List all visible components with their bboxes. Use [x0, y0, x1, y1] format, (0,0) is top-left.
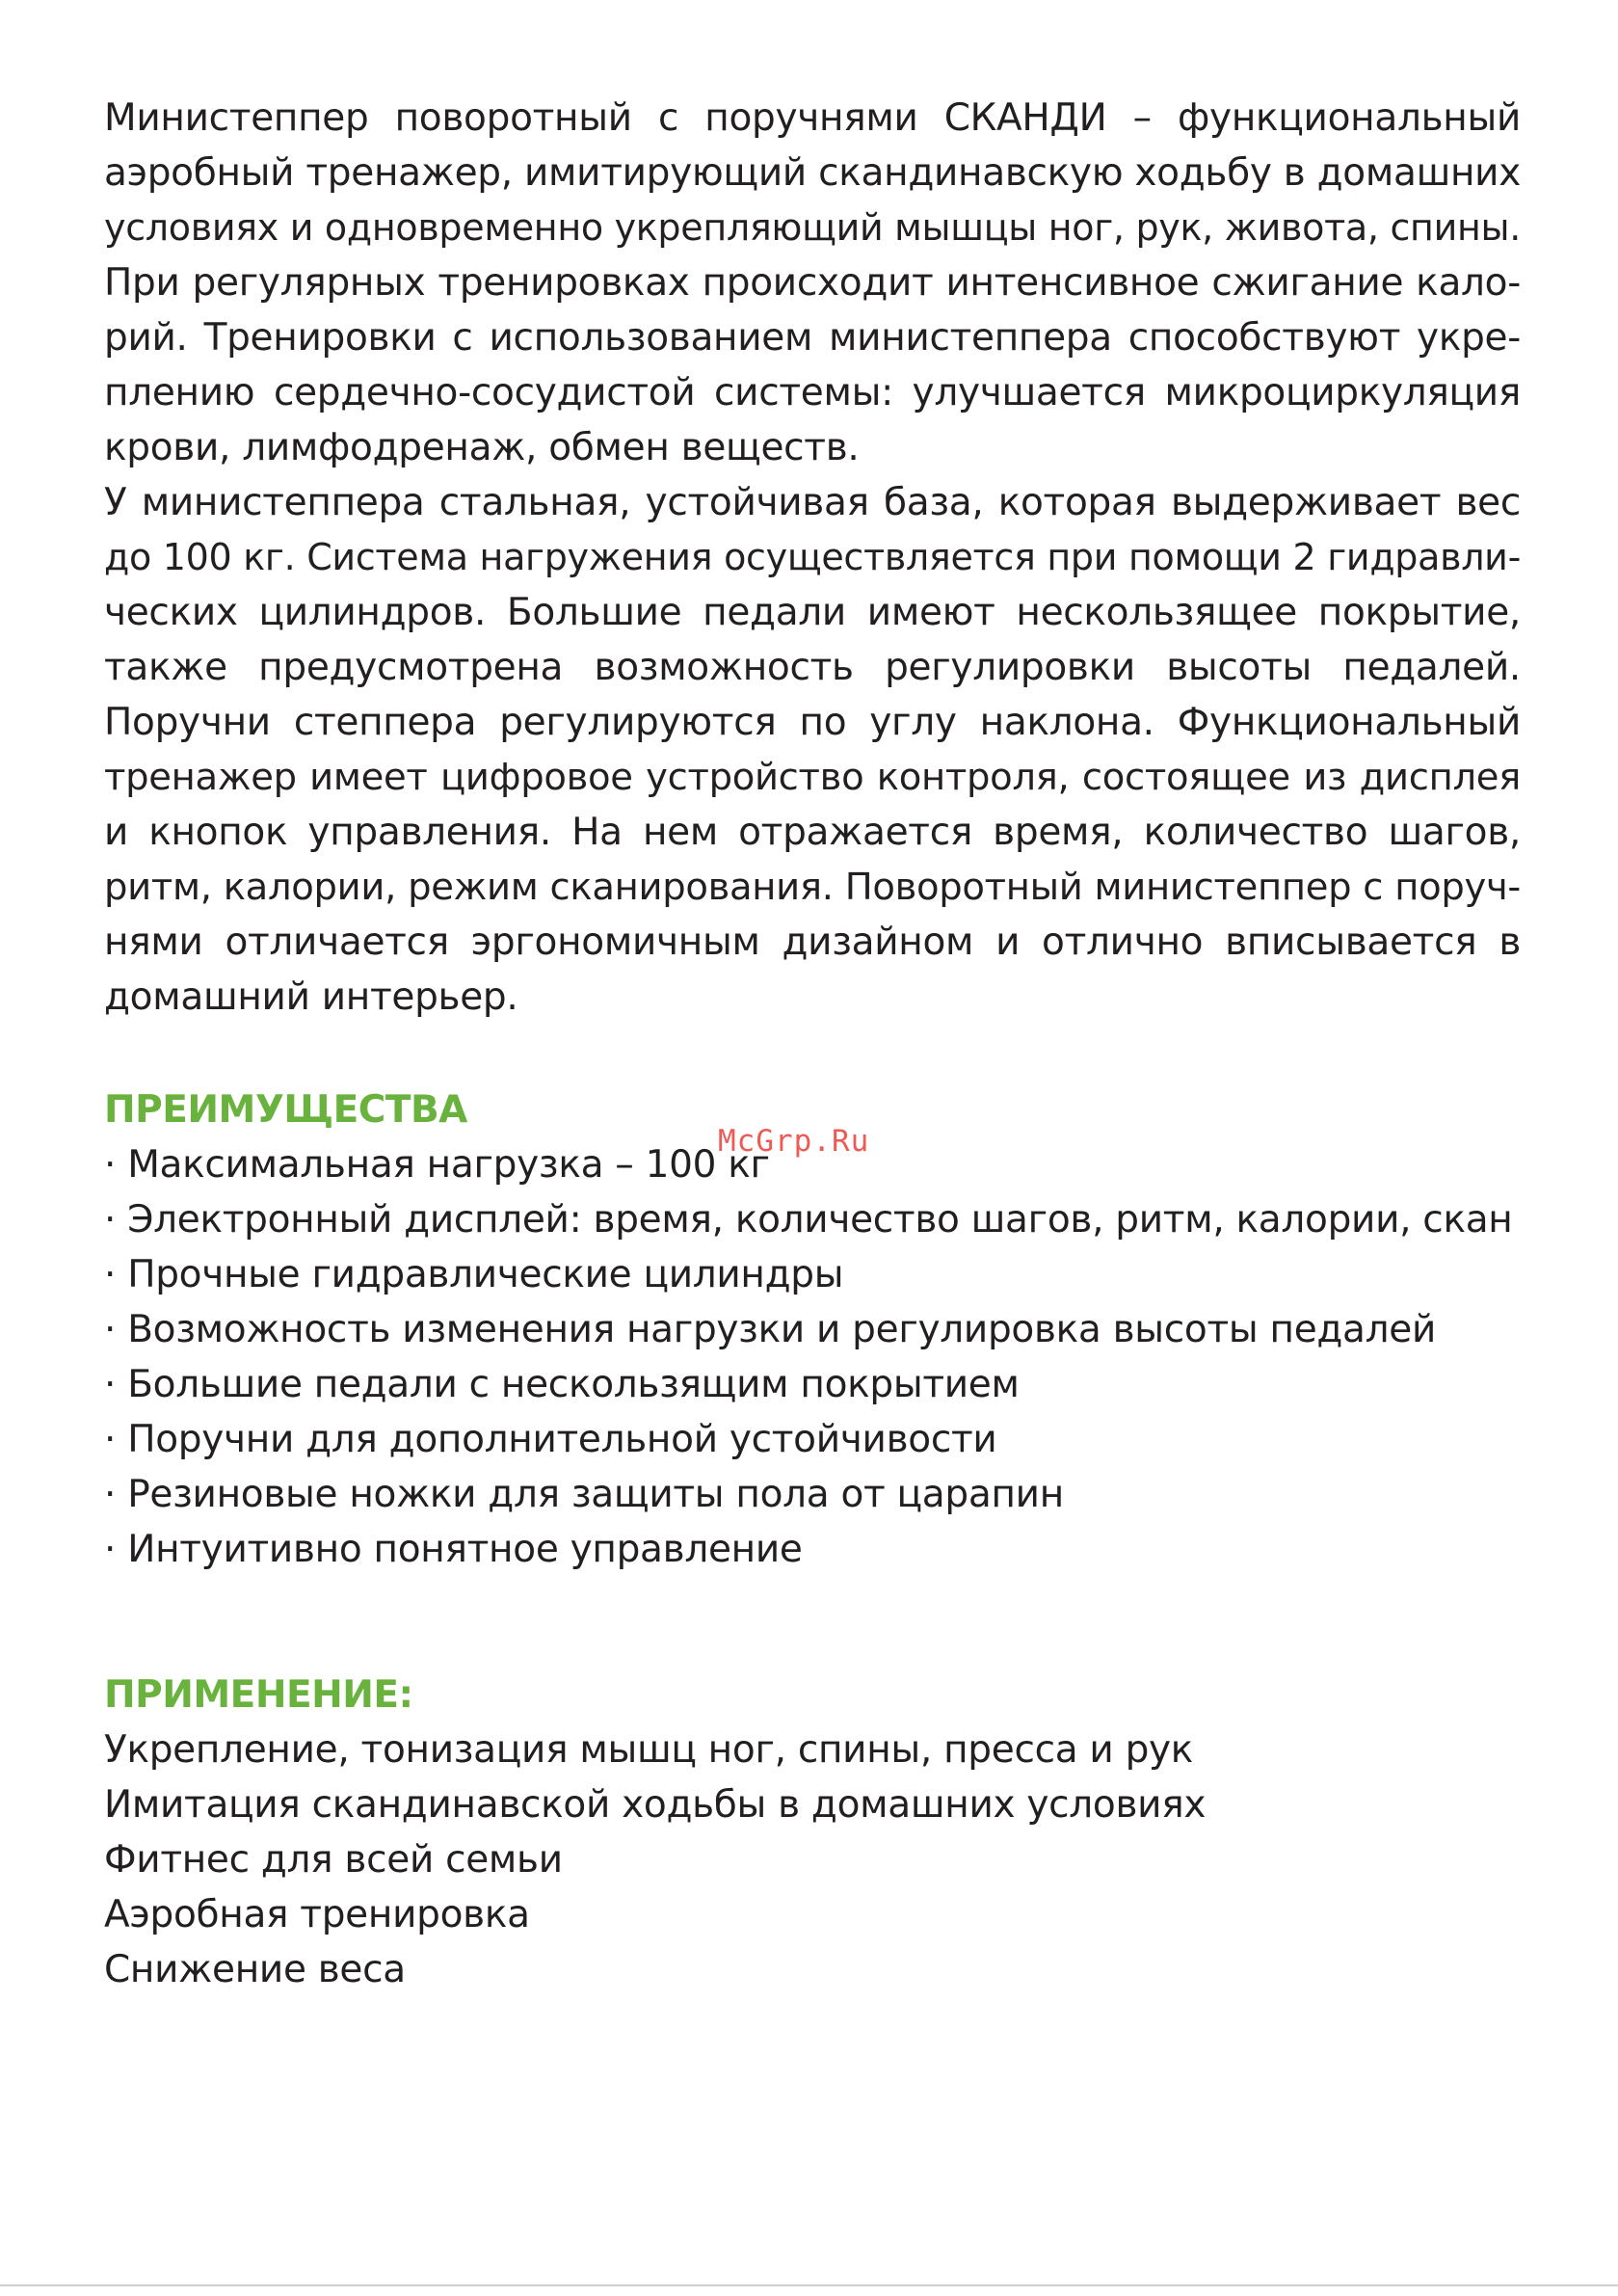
intro-paragraph [104, 91, 1521, 1025]
list-item: · Электронный дисплей: время, количество шагов, ритм, калории, скан [104, 1198, 1513, 1241]
intro-line: ритм, калории, режим сканирования. Поворотный министеппер с поруч- [104, 866, 1521, 909]
list-item: · Поручни для дополнительной устойчивости [104, 1418, 997, 1461]
document-page [104, 91, 1521, 1997]
list-item: · Прочные гидравлические цилиндры [104, 1253, 844, 1296]
list-item: · Возможность изменения нагрузки и регулировка высоты педалей [104, 1308, 1437, 1351]
list-item: · Интуитивно понятное управление [104, 1528, 803, 1571]
list-item: Аэробная тренировка [104, 1893, 530, 1936]
list-item: · Резиновые ножки для защиты пола от царапин [104, 1473, 1064, 1516]
list-item: Укрепление, тонизация мышц ног, спины, пресса и рук [104, 1728, 1194, 1772]
intro-line: плению сердечно-сосудистой системы: улучшается микроциркуляция [104, 371, 1521, 414]
intro-line: Министеппер поворотный с поручнями СКАНДИ – функциональный [104, 96, 1521, 140]
intro-line: Поручни степпера регулируются по углу наклона. Функциональный [104, 701, 1521, 744]
list-item: Фитнес для всей семьи [104, 1838, 563, 1882]
watermark-text: McGrp.Ru [718, 1124, 870, 1159]
intro-line: При регулярных тренировках происходит интенсивное сжигание кало- [104, 261, 1521, 305]
intro-line: домашний интерьер. [104, 975, 518, 1019]
list-item: Имитация скандинавской ходьбы в домашних условиях [104, 1783, 1207, 1827]
advantages-list [104, 1137, 1521, 1577]
list-item: Снижение веса [104, 1948, 406, 1991]
intro-line: также предусмотрена возможность регулировки высоты педалей. [104, 646, 1521, 689]
intro-line: и кнопок управления. На нем отражается время, количество шагов, [104, 811, 1521, 854]
intro-line: до 100 кг. Система нагружения осуществляется при помощи 2 гидравли- [104, 536, 1521, 578]
intro-line: тренажер имеет цифровое устройство контроля, состоящее из дисплея [104, 756, 1521, 799]
intro-line: условиях и одновременно укрепляющий мышцы ног, рук, живота, спины. [104, 206, 1522, 249]
bottom-divider [0, 2284, 1618, 2286]
usage-heading: ПРИМЕНЕНИЕ: [104, 1673, 413, 1717]
usage-list [104, 1722, 1521, 1997]
list-item: · Максимальная нагрузка – 100 кг [104, 1143, 770, 1187]
list-item: · Большие педали с нескользящим покрытием [104, 1363, 1020, 1406]
advantages-heading: ПРЕИМУЩЕСТВА [104, 1088, 467, 1132]
intro-line: ческих цилиндров. Большие педали имеют нескользящее покрытие, [104, 591, 1521, 634]
intro-line: нями отличается эргономичным дизайном и отлично вписывается в [104, 921, 1521, 964]
intro-line: рий. Тренировки с использованием министеппера способствуют укре- [104, 316, 1521, 360]
intro-line: крови, лимфодренаж, обмен веществ. [104, 426, 860, 469]
intro-line: аэробный тренажер, имитирующий скандинавскую ходьбу в домашних [104, 151, 1521, 195]
intro-line: У министеппера стальная, устойчивая база, которая выдерживает вес [104, 481, 1521, 524]
